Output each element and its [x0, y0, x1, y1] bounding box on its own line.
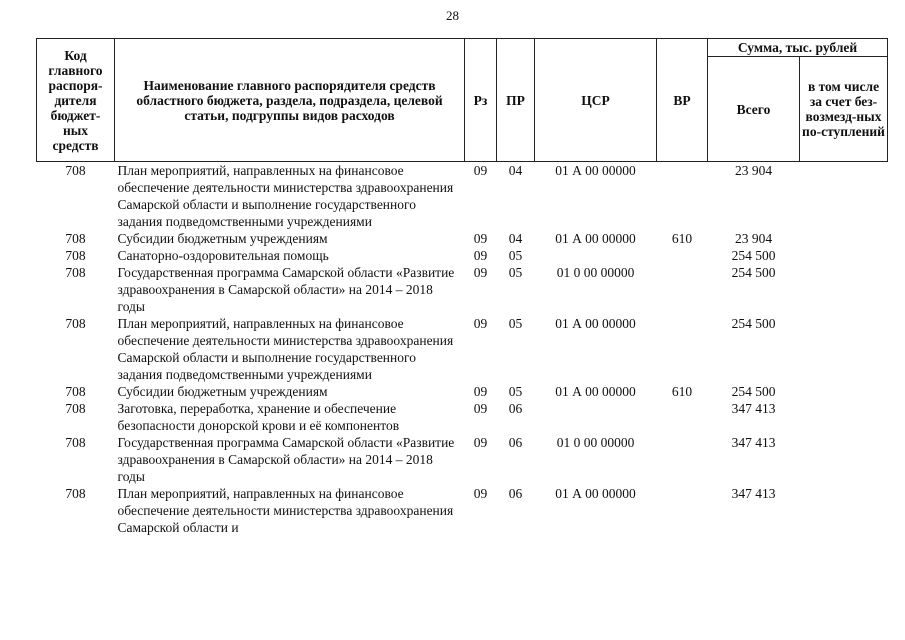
- code-cell: 708: [65, 248, 86, 263]
- pr-cell: 04: [508, 231, 523, 246]
- table-row: [37, 400, 888, 434]
- header-free: в том числе за счет без-возмезд-ных по-ступлений: [800, 57, 888, 162]
- code-cell: 708: [65, 163, 86, 178]
- code-cell: 708: [65, 401, 86, 416]
- rz-cell: 09: [473, 265, 488, 280]
- vr-cell: [657, 485, 708, 536]
- free-cell: [800, 230, 888, 247]
- budget-table: [36, 38, 888, 536]
- name-cell: Заготовка, переработка, хранение и обеспечение безопасности донорской крови и её компонентов: [117, 401, 400, 433]
- vr-cell: [657, 264, 708, 315]
- table-row: [37, 383, 888, 400]
- table-body: [37, 162, 888, 537]
- free-cell: [800, 247, 888, 264]
- pr-cell: 06: [508, 486, 523, 501]
- rz-cell: 09: [473, 401, 488, 416]
- vr-cell: [657, 247, 708, 264]
- name-cell: План мероприятий, направленных на финансовое обеспечение деятельности министерства здравоохранения Самарской области и выполнение государственного задания подведомственными учреждениями: [117, 163, 454, 229]
- free-cell: [800, 315, 888, 383]
- table-row: [37, 485, 888, 536]
- name-cell: Субсидии бюджетным учреждениям: [117, 231, 328, 246]
- total-cell: 254 500: [731, 248, 776, 263]
- code-cell: 708: [65, 316, 86, 331]
- free-cell: [800, 485, 888, 536]
- free-cell: [800, 434, 888, 485]
- code-cell: 708: [65, 435, 86, 450]
- csr-cell: 01 А 00 00000: [555, 316, 636, 331]
- table-row: [37, 434, 888, 485]
- header-rz: Рз: [465, 39, 497, 162]
- header-total: Всего: [708, 57, 800, 162]
- vr-cell: 610: [671, 231, 693, 246]
- header-pr: ПР: [497, 39, 535, 162]
- table-row: [37, 264, 888, 315]
- total-cell: 254 500: [731, 384, 776, 399]
- csr-cell: 01 А 00 00000: [555, 486, 636, 501]
- table-row: [37, 162, 888, 231]
- pr-cell: 05: [508, 384, 523, 399]
- code-cell: 708: [65, 486, 86, 501]
- pr-cell: 05: [508, 316, 523, 331]
- name-cell: Государственная программа Самарской области «Развитие здравоохранения в Самарской области» на 2014 – 2018 годы: [117, 435, 455, 484]
- header-code: Код главного распоря-дителя бюджет-ных средств: [37, 39, 115, 162]
- vr-cell: [657, 434, 708, 485]
- name-cell: План мероприятий, направленных на финансовое обеспечение деятельности министерства здравоохранения Самарской области и выполнение государственного задания подведомственными учреждениями: [117, 316, 454, 382]
- vr-cell: [657, 315, 708, 383]
- free-cell: [800, 400, 888, 434]
- total-cell: 254 500: [731, 265, 776, 280]
- name-cell: План мероприятий, направленных на финансовое обеспечение деятельности министерства здравоохранения Самарской области и: [117, 486, 454, 535]
- rz-cell: 09: [473, 248, 488, 263]
- table-row: [37, 230, 888, 247]
- header-name: Наименование главного распорядителя средств областного бюджета, раздела, подраздела, целевой статьи, подгруппы видов расходов: [115, 39, 465, 162]
- code-cell: 708: [65, 384, 86, 399]
- rz-cell: 09: [473, 384, 488, 399]
- csr-cell: 01 А 00 00000: [555, 163, 636, 178]
- csr-cell: [535, 247, 657, 264]
- free-cell: [800, 162, 888, 231]
- csr-cell: 01 0 00 00000: [556, 435, 635, 450]
- name-cell: Субсидии бюджетным учреждениям: [117, 384, 328, 399]
- total-cell: 23 904: [734, 231, 773, 246]
- total-cell: 254 500: [731, 316, 776, 331]
- rz-cell: 09: [473, 435, 488, 450]
- name-cell: Государственная программа Самарской области «Развитие здравоохранения в Самарской области» на 2014 – 2018 годы: [117, 265, 455, 314]
- pr-cell: 05: [508, 265, 523, 280]
- free-cell: [800, 383, 888, 400]
- table-row: [37, 315, 888, 383]
- vr-cell: [657, 400, 708, 434]
- table-row: [37, 247, 888, 264]
- page-number: 28: [446, 8, 459, 23]
- pr-cell: 05: [508, 248, 523, 263]
- csr-cell: 01 0 00 00000: [556, 265, 635, 280]
- csr-cell: [535, 400, 657, 434]
- rz-cell: 09: [473, 486, 488, 501]
- pr-cell: 06: [508, 401, 523, 416]
- total-cell: 347 413: [731, 401, 776, 416]
- rz-cell: 09: [473, 316, 488, 331]
- free-cell: [800, 264, 888, 315]
- total-cell: 347 413: [731, 486, 776, 501]
- vr-cell: [657, 162, 708, 231]
- csr-cell: 01 А 00 00000: [555, 231, 636, 246]
- pr-cell: 04: [508, 163, 523, 178]
- total-cell: 347 413: [731, 435, 776, 450]
- header-vr: ВР: [657, 39, 708, 162]
- rz-cell: 09: [473, 163, 488, 178]
- code-cell: 708: [65, 265, 86, 280]
- header-sum: Сумма, тыс. рублей: [708, 39, 888, 57]
- header-csr: ЦСР: [535, 39, 657, 162]
- csr-cell: 01 А 00 00000: [555, 384, 636, 399]
- code-cell: 708: [65, 231, 86, 246]
- vr-cell: 610: [671, 384, 693, 399]
- rz-cell: 09: [473, 231, 488, 246]
- name-cell: Санаторно-оздоровительная помощь: [117, 248, 329, 263]
- pr-cell: 06: [508, 435, 523, 450]
- total-cell: 23 904: [734, 163, 773, 178]
